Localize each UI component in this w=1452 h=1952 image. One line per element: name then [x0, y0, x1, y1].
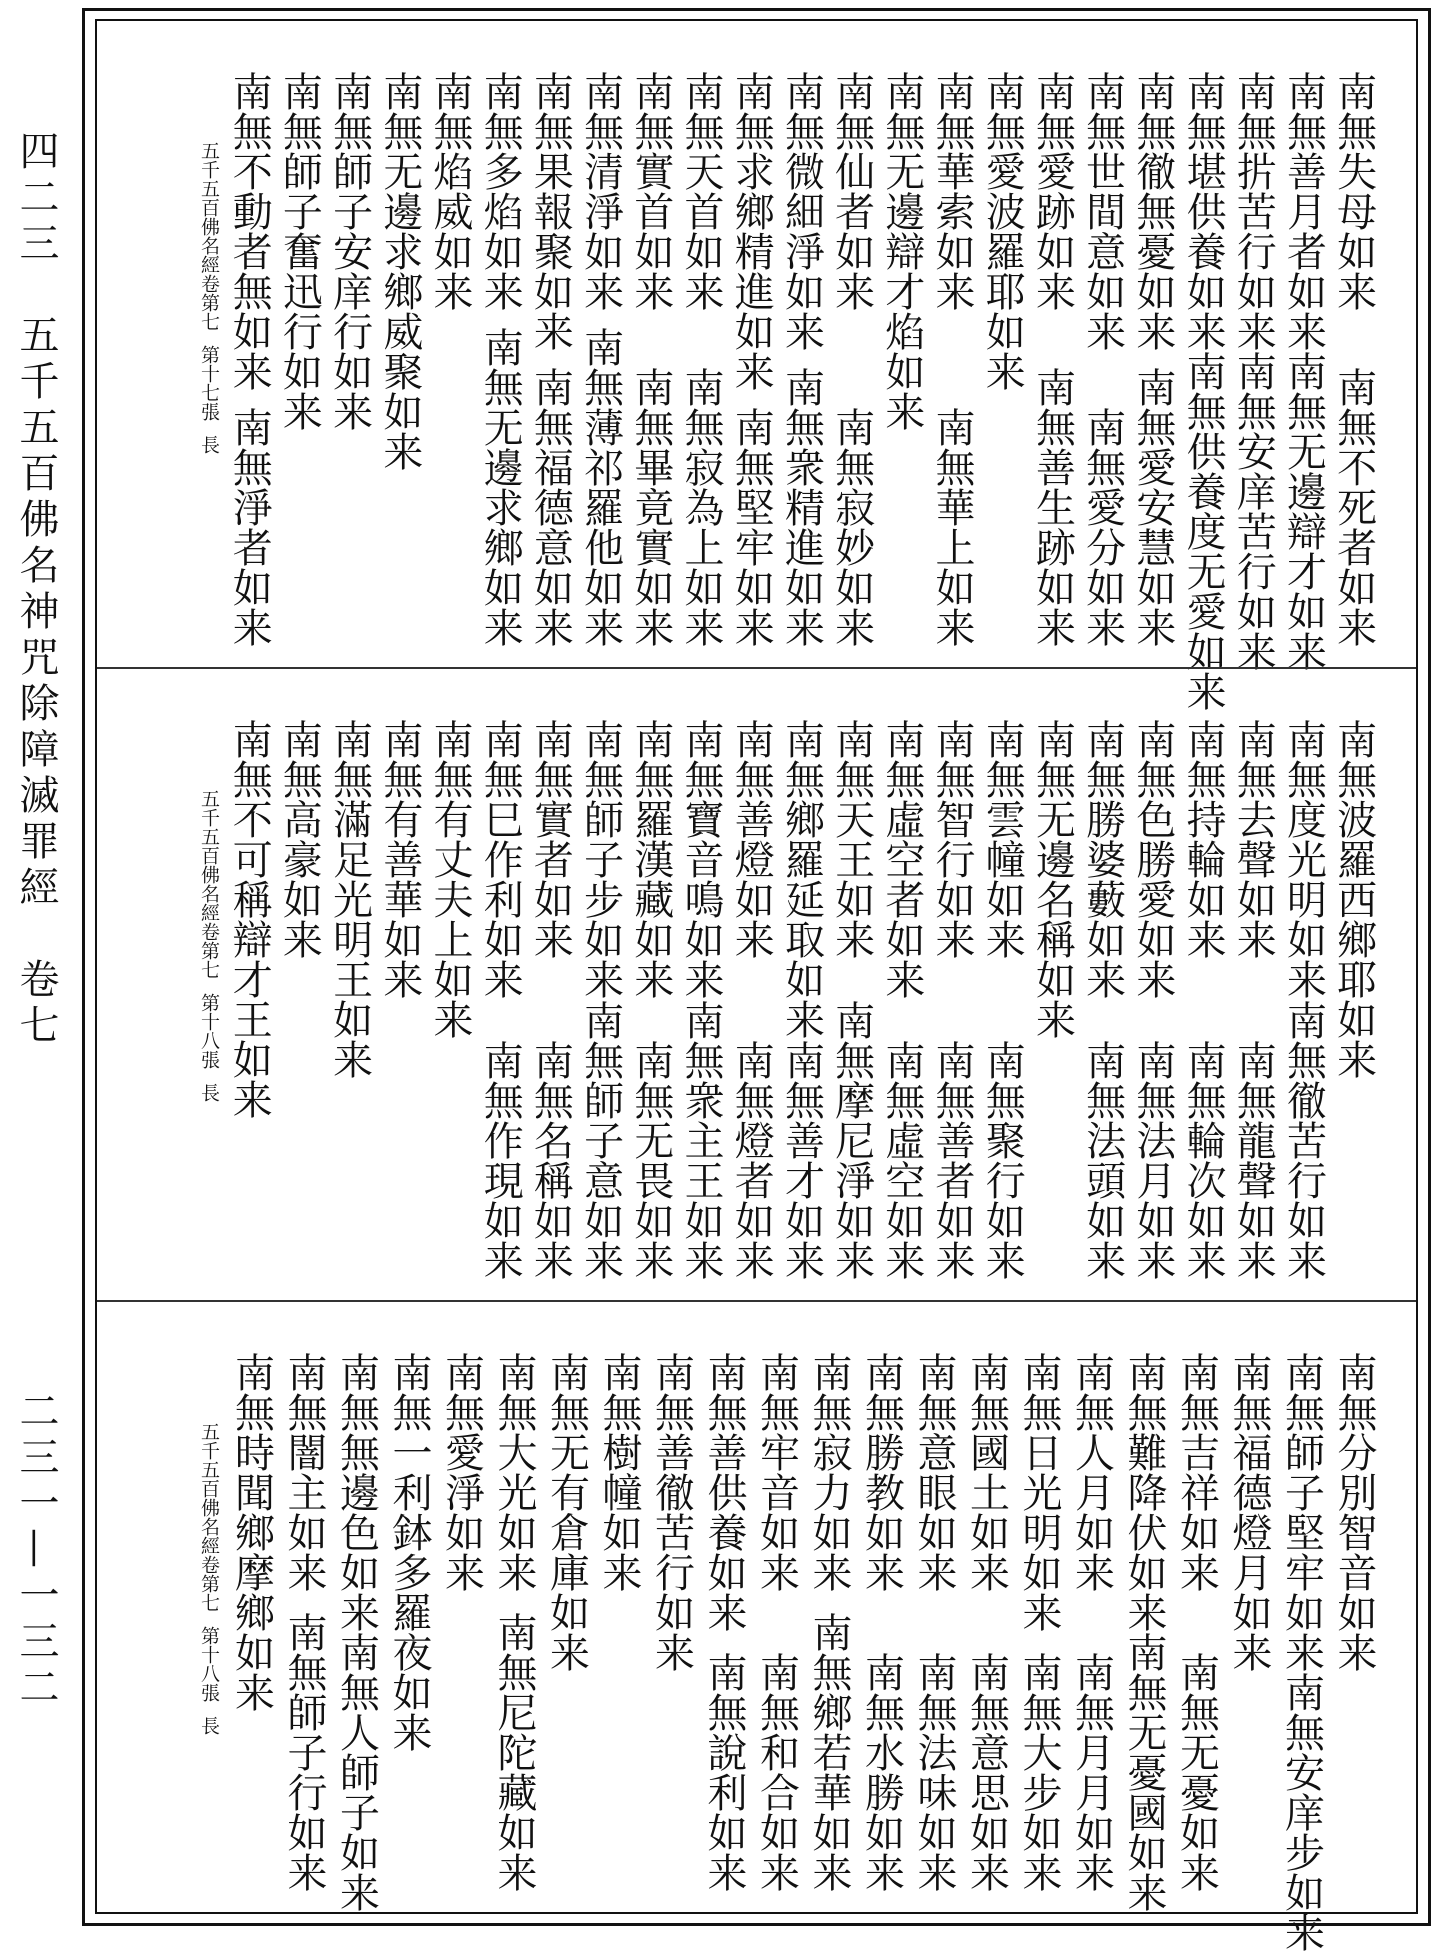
buddha-name: 南無衆精進如来	[778, 367, 825, 647]
buddha-name: 南無名稱如来	[527, 1040, 574, 1280]
buddha-name: 南無法味如来	[911, 1652, 957, 1892]
buddha-name: 南無法頭如来	[1079, 1040, 1126, 1280]
text-column	[597, 1352, 641, 1892]
buddha-name: 南無徹苦行如来	[1280, 1000, 1327, 1280]
buddha-name: 南無虛空如来	[878, 1040, 925, 1280]
text-column	[729, 71, 773, 647]
panel-2	[97, 667, 1416, 1300]
text-column	[729, 719, 773, 1280]
buddha-name: 五千五百佛名經卷第七	[198, 789, 220, 979]
buddha-name: 南無徹無憂如来	[1129, 71, 1176, 351]
buddha-name: 南無度光明如来	[1280, 719, 1327, 999]
buddha-name: 南無安庠苦行如来	[1230, 351, 1277, 671]
text-column	[528, 719, 572, 1280]
buddha-name: 南無華上如来	[929, 407, 976, 647]
buddha-name: 南無不可稱辯才王如来	[226, 719, 273, 1119]
text-column	[1332, 71, 1376, 647]
buddha-name: 南無善月者如来	[1280, 71, 1327, 351]
panel-3-columns	[187, 1352, 1377, 1952]
buddha-name: 南無多焰如来	[477, 71, 524, 311]
text-column	[629, 719, 673, 1280]
buddha-name: 南無寂力如来	[806, 1352, 852, 1592]
panel-1-columns	[187, 71, 1377, 711]
buddha-name: 南無无邊名稱如来	[1029, 719, 1076, 1039]
text-column	[1227, 1352, 1271, 1892]
buddha-name: 南無寶音鳴如来	[678, 719, 725, 999]
text-column	[779, 71, 823, 647]
buddha-name: 南無不動者無如来	[226, 71, 273, 391]
buddha-name: 南無无畏如来	[627, 1040, 674, 1280]
text-column	[965, 1352, 1009, 1892]
text-column	[980, 71, 1024, 647]
buddha-name: 南無實者如来	[527, 719, 574, 959]
text-column	[912, 1352, 956, 1892]
text-column	[579, 719, 623, 1280]
buddha-name: 南無供養度无愛如来	[1180, 351, 1227, 711]
text-column	[492, 1352, 536, 1892]
text-column	[277, 719, 321, 1280]
buddha-name: 南無水勝如来	[858, 1652, 905, 1892]
buddha-name: 南無无憂如来	[1173, 1652, 1220, 1892]
buddha-name: 南無色勝愛如来	[1129, 719, 1176, 999]
text-column	[1181, 719, 1225, 1280]
text-column	[579, 71, 623, 647]
buddha-name: 南無滿足光明王如来	[326, 719, 373, 1079]
buddha-name: 五千五百佛名經卷第七	[198, 1422, 220, 1612]
buddha-name: 南無福德意如来	[527, 367, 574, 647]
buddha-name: 南無尼陀藏如来	[491, 1612, 537, 1892]
buddha-name: 南無善才如来	[778, 1040, 825, 1280]
buddha-name: 南無時聞鄉摩鄉如来	[228, 1352, 275, 1712]
buddha-name: 南無有丈夫上如来	[427, 719, 474, 1039]
buddha-name: 南無吉祥如来	[1173, 1352, 1220, 1592]
column-footnote	[187, 71, 221, 647]
buddha-name: 南無和合如来	[753, 1652, 800, 1892]
buddha-name: 南無說利如来	[701, 1652, 747, 1892]
buddha-name: 南無愛淨如来	[438, 1352, 485, 1592]
text-column	[930, 71, 974, 647]
buddha-name: 南無日光明如来	[1016, 1352, 1062, 1632]
buddha-name: 南無人月如来	[1068, 1352, 1115, 1592]
text-column	[860, 1352, 904, 1892]
column-footnote	[187, 1352, 221, 1892]
buddha-name: 南無无憂國如来	[1121, 1632, 1167, 1912]
buddha-name: 南無薄祁羅他如来	[577, 327, 624, 647]
buddha-name: 南無扸苦行如来	[1230, 71, 1277, 351]
buddha-name: 南無世間意如来	[1079, 71, 1126, 351]
text-column	[1175, 1352, 1219, 1892]
buddha-name: 南無持輪如来	[1180, 719, 1227, 959]
buddha-name: 南無仙者如来	[828, 71, 875, 311]
buddha-name: 南無无邊求鄉如来	[477, 327, 524, 647]
text-column	[378, 719, 422, 1280]
buddha-name: 南無大步如来	[1016, 1652, 1062, 1892]
buddha-name: 南無天王如来	[828, 719, 875, 959]
buddha-name: 南無福德燈月如来	[1226, 1352, 1272, 1672]
buddha-name: 南無求鄉精進如来	[728, 71, 775, 391]
buddha-name: 南無寂為上如来	[678, 367, 725, 647]
buddha-name: 南無愛安慧如来	[1129, 367, 1176, 647]
text-column	[830, 719, 874, 1280]
buddha-name: 南無清淨如来	[577, 71, 624, 311]
buddha-name: 南無鄉若華如来	[806, 1612, 852, 1892]
text-column	[333, 1352, 380, 1912]
text-column	[545, 1352, 589, 1892]
buddha-name: 南無作現如来	[477, 1040, 524, 1280]
text-column	[1081, 71, 1125, 647]
buddha-name: 南無法月如来	[1129, 1040, 1176, 1280]
text-column	[980, 719, 1024, 1280]
text-column	[1030, 71, 1074, 647]
buddha-name: 南無无邊辯才焰如来	[878, 71, 925, 431]
text-column	[1231, 719, 1275, 1280]
buddha-name: 南無愛跡如来	[1029, 71, 1076, 311]
buddha-name: 南無去聲如来	[1230, 719, 1277, 959]
buddha-name: 南無失母如来	[1330, 71, 1377, 311]
text-column	[1131, 71, 1175, 647]
buddha-name: 南無无邊辯才如来	[1280, 351, 1327, 671]
text-column	[1332, 1352, 1376, 1892]
buddha-name: 南無高豪如来	[276, 719, 323, 959]
text-column	[679, 719, 723, 1280]
text-column	[930, 719, 974, 1280]
text-column	[282, 1352, 326, 1892]
buddha-name: 南無无有倉庫如来	[543, 1352, 590, 1672]
buddha-name: 南無波羅西鄉耶如来	[1330, 719, 1377, 1079]
buddha-name: 南無意思如来	[963, 1652, 1010, 1892]
text-column	[528, 71, 572, 647]
buddha-name: 南無雲幢如来	[979, 719, 1026, 959]
buddha-name: 南無安庠步如来	[1278, 1672, 1325, 1952]
buddha-name: 長	[198, 1716, 220, 1735]
buddha-name: 南無難降伏如来	[1121, 1352, 1167, 1632]
text-column	[1030, 719, 1074, 1280]
buddha-name: 南無不死者如来	[1330, 367, 1377, 647]
buddha-name: 南無愛分如来	[1079, 407, 1126, 647]
text-column	[807, 1352, 851, 1892]
text-column	[428, 719, 472, 1280]
buddha-name: 南無善生跡如来	[1029, 367, 1076, 647]
buddha-name: 南無智行如来	[929, 719, 976, 959]
text-column	[387, 1352, 431, 1892]
text-frame	[95, 19, 1418, 1952]
text-column	[328, 71, 372, 647]
text-column	[230, 1352, 274, 1892]
text-column	[328, 719, 372, 1280]
buddha-name: 長	[198, 1083, 220, 1102]
buddha-name: 南無燈者如来	[728, 1040, 775, 1280]
buddha-name: 南無善者如来	[929, 1040, 976, 1280]
buddha-name: 南無一利鉢多羅夜如来	[386, 1352, 432, 1752]
text-column	[1017, 1352, 1061, 1892]
buddha-name: 南無大光如来	[491, 1352, 537, 1592]
buddha-name: 南無師子奮迅行如来	[276, 71, 323, 431]
buddha-name: 南無焰威如来	[427, 71, 474, 311]
buddha-name: 南無師子行如来	[281, 1612, 327, 1892]
buddha-name: 南無師子安庠行如来	[326, 71, 373, 431]
buddha-name: 五千五百佛名經卷第七	[198, 141, 220, 331]
buddha-name: 南無果報聚如来	[527, 71, 574, 351]
buddha-name: 南無輪次如来	[1180, 1040, 1227, 1280]
buddha-name: 南無鄉羅延取如来	[778, 719, 825, 1039]
buddha-name: 第十八張	[198, 1626, 220, 1702]
buddha-name: 南無畢竟實如来	[627, 367, 674, 647]
buddha-name: 南無國土如来	[963, 1352, 1010, 1592]
buddha-name: 南無師子堅牢如来	[1278, 1352, 1325, 1672]
buddha-name: 南無淨者如来	[226, 407, 273, 647]
buddha-name: 南無微細淨如来	[778, 71, 825, 351]
buddha-name: 南無分別智音如来	[1331, 1352, 1377, 1672]
buddha-name: 南無堪供養如来	[1180, 71, 1227, 351]
buddha-name: 南無寂妙如来	[828, 407, 875, 647]
text-column	[1131, 719, 1175, 1280]
buddha-name: 南無善供養如来	[701, 1352, 747, 1632]
buddha-name: 南無實首如来	[627, 71, 674, 311]
buddha-name: 南無意眼如来	[911, 1352, 957, 1592]
buddha-name: 南無摩尼淨如来	[828, 1000, 875, 1280]
buddha-name: 南無龍聲如来	[1230, 1040, 1277, 1280]
buddha-name: 南無樹幢如来	[596, 1352, 642, 1592]
buddha-name: 南無師子步如来	[577, 719, 624, 999]
text-column	[378, 71, 422, 647]
buddha-name: 南無人師子如来	[333, 1632, 380, 1912]
panel-1	[97, 21, 1416, 711]
buddha-name: 南無勝教如来	[858, 1352, 905, 1592]
buddha-name: 長	[198, 435, 220, 454]
margin-page-number: 二三一—一三二	[13, 1390, 59, 1712]
buddha-name: 南無勝婆藪如来	[1079, 719, 1126, 999]
text-column	[880, 719, 924, 1280]
text-column	[227, 719, 271, 1280]
buddha-name: 南無愛波羅耶如来	[979, 71, 1026, 391]
buddha-name: 南無衆主王如来	[678, 1000, 725, 1280]
column-footnote	[187, 719, 221, 1280]
buddha-name: 南無巳作利如来	[477, 719, 524, 999]
text-column	[1332, 719, 1376, 1280]
panel-3	[97, 1300, 1416, 1952]
text-column	[277, 71, 321, 647]
buddha-name: 南無聚行如来	[979, 1040, 1026, 1280]
buddha-name: 南無堅牢如来	[728, 407, 775, 647]
buddha-name: 南無有善華如来	[376, 719, 423, 999]
margin-book-title: 四二三 五千五百佛名神咒除障滅罪經 卷七	[13, 130, 59, 1050]
buddha-name: 南無无邊求鄉威聚如来	[376, 71, 423, 471]
text-column	[478, 71, 522, 647]
buddha-name: 第十八張	[198, 993, 220, 1069]
text-column	[428, 71, 472, 647]
buddha-name: 南無善燈如来	[728, 719, 775, 959]
text-column	[1180, 71, 1227, 711]
text-column	[440, 1352, 484, 1892]
text-column	[779, 719, 823, 1280]
text-column	[880, 71, 924, 647]
buddha-name: 第十七張	[198, 345, 220, 421]
text-column	[679, 71, 723, 647]
buddha-name: 南無善徹苦行如来	[648, 1352, 695, 1672]
buddha-name: 南無無邊色如来	[333, 1352, 380, 1632]
buddha-name: 南無虛空者如来	[878, 719, 925, 999]
text-column	[755, 1352, 799, 1892]
buddha-name: 南無華索如来	[929, 71, 976, 311]
text-column	[1121, 1352, 1167, 1912]
page-frame	[82, 8, 1431, 1952]
text-column	[1081, 719, 1125, 1280]
text-column	[478, 719, 522, 1280]
text-column	[702, 1352, 746, 1892]
buddha-name: 南無師子意如来	[577, 1000, 624, 1280]
text-column	[629, 71, 673, 647]
text-column	[1230, 71, 1277, 671]
buddha-name: 南無羅漢藏如来	[627, 719, 674, 999]
text-column	[1070, 1352, 1114, 1892]
buddha-name: 南無天首如来	[678, 71, 725, 311]
panel-2-columns	[187, 719, 1376, 1280]
buddha-name: 南無月月如来	[1068, 1652, 1115, 1892]
text-column	[1281, 719, 1325, 1280]
text-column	[1280, 71, 1327, 671]
buddha-name: 南無牢音如来	[753, 1352, 800, 1592]
text-column	[830, 71, 874, 647]
text-column	[650, 1352, 694, 1892]
text-column	[227, 71, 271, 647]
text-column	[1278, 1352, 1325, 1952]
buddha-name: 南無闇主如来	[281, 1352, 327, 1592]
